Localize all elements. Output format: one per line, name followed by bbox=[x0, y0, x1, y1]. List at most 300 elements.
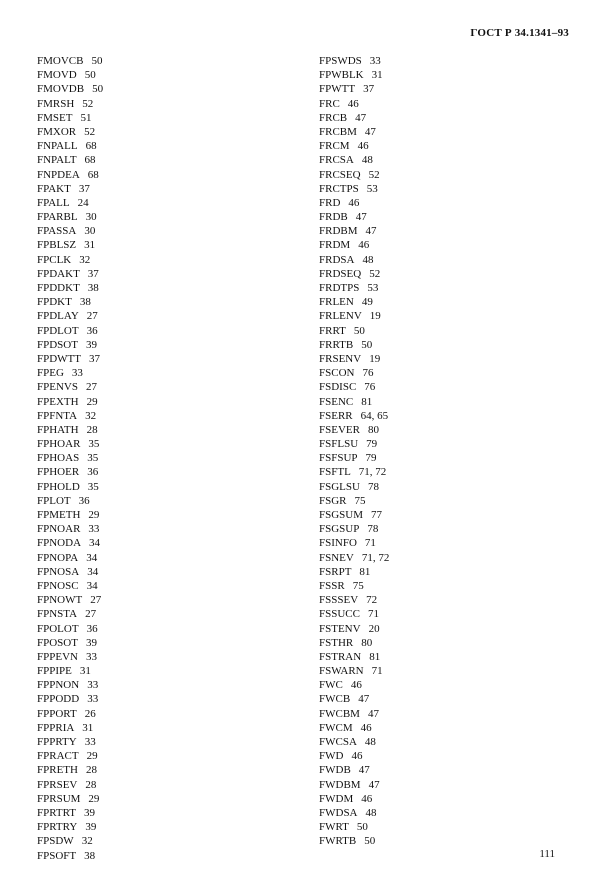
index-entry bbox=[37, 636, 103, 650]
index-term: FWCBM bbox=[319, 707, 360, 720]
index-entry bbox=[37, 692, 103, 706]
index-page-ref: 49 bbox=[361, 296, 373, 309]
index-entry bbox=[319, 522, 389, 536]
index-page-ref: 39 bbox=[85, 821, 97, 834]
index-entry bbox=[37, 579, 103, 593]
index-page-ref: 68 bbox=[85, 140, 97, 153]
index-term: FRCM bbox=[319, 140, 350, 153]
index-entry bbox=[319, 536, 389, 550]
index-term: FPSOFT bbox=[37, 849, 77, 862]
index-entry bbox=[319, 792, 389, 806]
index-term: FPPODD bbox=[37, 693, 80, 706]
index-page-ref: 37 bbox=[78, 182, 90, 195]
index-entry bbox=[37, 565, 103, 579]
index-entry bbox=[319, 395, 389, 409]
index-term: FRD bbox=[319, 196, 341, 209]
index-term: FPHOAS bbox=[37, 452, 80, 465]
index-term: FRCSA bbox=[319, 154, 354, 167]
index-entry bbox=[37, 253, 103, 267]
index-entry bbox=[319, 494, 389, 508]
index-page-ref: 50 bbox=[84, 69, 96, 82]
index-term: FNPALT bbox=[37, 154, 77, 167]
index-page-ref: 48 bbox=[365, 806, 377, 819]
index-entry bbox=[37, 182, 103, 196]
index-term: FRRT bbox=[319, 324, 346, 337]
index-term: FPHATH bbox=[37, 423, 79, 436]
index-entry bbox=[37, 664, 103, 678]
index-page-ref: 52 bbox=[82, 97, 94, 110]
index-page-ref: 46 bbox=[357, 140, 369, 153]
index-term: FSWARN bbox=[319, 665, 364, 678]
index-term: FPRTRY bbox=[37, 821, 78, 834]
index-entry bbox=[319, 437, 389, 451]
index-entry bbox=[37, 721, 103, 735]
index-entry bbox=[319, 622, 389, 636]
index-page-ref: 36 bbox=[78, 494, 90, 507]
index-page-ref: 31 bbox=[79, 665, 91, 678]
index-page-ref: 35 bbox=[87, 452, 99, 465]
index-page-ref: 46 bbox=[360, 721, 372, 734]
index-term: FSGR bbox=[319, 494, 347, 507]
index-page-ref: 51 bbox=[80, 111, 92, 124]
index-term: FPFNTA bbox=[37, 409, 78, 422]
page-number: 111 bbox=[539, 848, 555, 860]
index-page-ref: 50 bbox=[353, 324, 365, 337]
index-term: FSDISC bbox=[319, 381, 357, 394]
index-entry bbox=[319, 281, 389, 295]
index-term: FNPALL bbox=[37, 140, 78, 153]
index-entry bbox=[37, 437, 103, 451]
index-entry bbox=[319, 295, 389, 309]
index-entry bbox=[319, 253, 389, 267]
index-entry bbox=[319, 409, 389, 423]
index-page-ref: 47 bbox=[368, 778, 380, 791]
index-entry bbox=[319, 834, 389, 848]
index-entry bbox=[37, 267, 103, 281]
index-page-ref: 47 bbox=[355, 211, 367, 224]
index-term: FPNOAR bbox=[37, 523, 81, 536]
index-page-ref: 33 bbox=[369, 55, 381, 67]
index-entry bbox=[37, 281, 103, 295]
index-term: FRRTB bbox=[319, 338, 354, 351]
index-term: FPHOAR bbox=[37, 438, 81, 451]
index-entry bbox=[319, 338, 389, 352]
index-term: FSERR bbox=[319, 409, 353, 422]
index-entry bbox=[319, 238, 389, 252]
index-page-ref: 38 bbox=[87, 282, 99, 294]
index-page-ref: 20 bbox=[368, 622, 380, 635]
index-entry bbox=[37, 238, 103, 252]
index-term: FPSWDS bbox=[319, 55, 362, 67]
index-entry bbox=[37, 536, 103, 550]
index-page-ref: 30 bbox=[84, 225, 96, 238]
index-entry bbox=[319, 68, 389, 82]
index-entry bbox=[319, 650, 389, 664]
index-entry bbox=[37, 324, 103, 338]
index-entry bbox=[319, 97, 389, 111]
index-term: FSSSEV bbox=[319, 594, 359, 607]
index-page-ref: 80 bbox=[367, 423, 379, 436]
index-term: FPPEVN bbox=[37, 650, 78, 663]
index-page-ref: 64, 65 bbox=[360, 409, 389, 422]
index-term: FSCON bbox=[319, 367, 355, 380]
index-page-ref: 26 bbox=[84, 707, 96, 720]
index-page-ref: 33 bbox=[87, 679, 99, 692]
index-term: FSNEV bbox=[319, 551, 354, 564]
index-term: FWDSA bbox=[319, 806, 358, 819]
index-page-ref: 50 bbox=[92, 83, 104, 96]
index-entry bbox=[319, 210, 389, 224]
index-page-ref: 48 bbox=[362, 253, 374, 266]
index-page-ref: 53 bbox=[366, 182, 378, 195]
index-term: FPMETH bbox=[37, 509, 81, 521]
index-page-ref: 33 bbox=[84, 736, 96, 748]
index-page-ref: 68 bbox=[84, 154, 96, 167]
index-term: FSFLSU bbox=[319, 438, 359, 451]
index-entry bbox=[319, 778, 389, 792]
index-page-ref: 80 bbox=[361, 636, 373, 649]
index-page-ref: 81 bbox=[369, 650, 381, 663]
index-entry bbox=[37, 834, 103, 848]
index-page-ref: 19 bbox=[369, 352, 381, 365]
index-entry bbox=[37, 68, 103, 82]
index-page-ref: 33 bbox=[88, 523, 100, 536]
index-term: FPDSOT bbox=[37, 338, 78, 351]
index-entry bbox=[37, 210, 103, 224]
index-term: FRCB bbox=[319, 111, 348, 124]
index-term: FPNOPA bbox=[37, 551, 79, 564]
index-term: FPLOT bbox=[37, 494, 71, 507]
index-page-ref: 47 bbox=[365, 225, 377, 238]
index-page-ref: 28 bbox=[86, 423, 98, 436]
index-page-ref: 33 bbox=[85, 650, 97, 663]
index-page-ref: 31 bbox=[84, 239, 96, 252]
index-page-ref: 38 bbox=[79, 296, 91, 309]
index-entry bbox=[319, 664, 389, 678]
index-page-ref: 36 bbox=[86, 622, 98, 635]
index-page-ref: 81 bbox=[359, 565, 371, 578]
index-term: FPRETH bbox=[37, 764, 78, 777]
index-page-ref: 50 bbox=[356, 821, 368, 834]
index-term: FSTHR bbox=[319, 636, 354, 649]
index-entry bbox=[319, 224, 389, 238]
index-term: FPPIPE bbox=[37, 665, 72, 678]
index-page-ref: 48 bbox=[364, 736, 376, 748]
index-page-ref: 50 bbox=[91, 55, 103, 67]
index-entry bbox=[319, 579, 389, 593]
index-term: FMSET bbox=[37, 111, 73, 124]
index-entry bbox=[319, 551, 389, 565]
index-term: FPSDW bbox=[37, 835, 74, 848]
index-term: FPEXTH bbox=[37, 395, 79, 408]
index-page-ref: 71, 72 bbox=[361, 551, 390, 564]
index-entry bbox=[37, 224, 103, 238]
index-page-ref: 76 bbox=[362, 367, 374, 380]
index-term: FPASSA bbox=[37, 225, 77, 238]
index-page-ref: 34 bbox=[89, 537, 101, 550]
index-entry bbox=[319, 820, 389, 834]
index-term: FMOVD bbox=[37, 69, 77, 82]
index-entry bbox=[37, 168, 103, 182]
index-page-ref: 46 bbox=[361, 792, 373, 805]
index-page-ref: 31 bbox=[371, 69, 383, 82]
index-entry bbox=[37, 54, 103, 68]
index-term: FWDM bbox=[319, 792, 354, 805]
index-page-ref: 19 bbox=[369, 310, 381, 323]
index-entry bbox=[319, 125, 389, 139]
index-page-ref: 37 bbox=[363, 83, 375, 96]
index-entry bbox=[319, 565, 389, 579]
index-term: FRCTPS bbox=[319, 182, 359, 195]
index-term: FSENC bbox=[319, 395, 354, 408]
index-term: FPOSOT bbox=[37, 636, 78, 649]
index-entry bbox=[319, 678, 389, 692]
index-term: FRDBM bbox=[319, 225, 358, 238]
index-entry bbox=[37, 551, 103, 565]
index-page-ref: 53 bbox=[367, 282, 379, 294]
index-term: FPRSUM bbox=[37, 792, 81, 805]
index-term: FWRTB bbox=[319, 835, 357, 848]
index-page-ref: 35 bbox=[87, 480, 99, 493]
index-entry bbox=[37, 494, 103, 508]
index-entry bbox=[37, 622, 103, 636]
index-page-ref: 36 bbox=[87, 466, 99, 479]
index-page-ref: 71, 72 bbox=[358, 466, 387, 479]
index-page-ref: 32 bbox=[81, 835, 93, 848]
index-term: FSTENV bbox=[319, 622, 361, 635]
index-entry bbox=[319, 423, 389, 437]
index-page-ref: 37 bbox=[87, 267, 99, 280]
index-page-ref: 33 bbox=[87, 693, 99, 706]
index-term: FSSR bbox=[319, 579, 345, 592]
index-term: FPNOSC bbox=[37, 579, 79, 592]
index-entry bbox=[319, 111, 389, 125]
index-term: FWCSA bbox=[319, 736, 357, 748]
index-entry bbox=[319, 607, 389, 621]
index-page-ref: 33 bbox=[71, 367, 83, 380]
index-entry bbox=[319, 806, 389, 820]
index-page-ref: 48 bbox=[361, 154, 373, 167]
index-entry bbox=[37, 125, 103, 139]
index-entry bbox=[319, 54, 389, 68]
index-term: FWDBM bbox=[319, 778, 361, 791]
index-term: FMOVCB bbox=[37, 55, 84, 67]
index-page-ref: 77 bbox=[371, 509, 383, 521]
index-entry bbox=[37, 82, 103, 96]
index-term: FRCBM bbox=[319, 125, 357, 138]
index-entry bbox=[319, 366, 389, 380]
index-page-ref: 46 bbox=[348, 196, 360, 209]
index-term: FSTRAN bbox=[319, 650, 362, 663]
index-page-ref: 47 bbox=[358, 764, 370, 777]
index-term: FPHOER bbox=[37, 466, 80, 479]
index-term: FPDAKT bbox=[37, 267, 80, 280]
index-page-ref: 46 bbox=[347, 97, 359, 110]
index-entry bbox=[37, 849, 103, 863]
index-entry bbox=[319, 480, 389, 494]
index-entry bbox=[319, 593, 389, 607]
index-term: FRC bbox=[319, 97, 340, 110]
index-page-ref: 31 bbox=[82, 721, 94, 734]
index-page-ref: 75 bbox=[352, 579, 364, 592]
index-term: FPOLOT bbox=[37, 622, 79, 635]
index-page-ref: 46 bbox=[351, 750, 363, 763]
index-page-ref: 27 bbox=[86, 310, 98, 323]
index-term: FRCSEQ bbox=[319, 168, 361, 181]
index-term: FPRACT bbox=[37, 750, 79, 763]
index-term: FPNOSA bbox=[37, 565, 80, 578]
index-entry bbox=[37, 763, 103, 777]
index-term: FRLENV bbox=[319, 310, 362, 323]
index-term: FWCB bbox=[319, 693, 351, 706]
index-entry bbox=[37, 423, 103, 437]
index-term: FPALL bbox=[37, 196, 70, 209]
index-entry bbox=[319, 763, 389, 777]
index-entry bbox=[319, 196, 389, 210]
index-term: FSINFO bbox=[319, 537, 357, 550]
index-term: FRDSEQ bbox=[319, 267, 362, 280]
index-term: FPNSTA bbox=[37, 608, 78, 621]
index-entry bbox=[37, 465, 103, 479]
index-entry bbox=[319, 735, 389, 749]
index-entry bbox=[37, 352, 103, 366]
index-term: FNPDEA bbox=[37, 168, 80, 181]
index-entry bbox=[319, 153, 389, 167]
index-entry bbox=[319, 465, 389, 479]
index-entry bbox=[37, 139, 103, 153]
index-entry bbox=[319, 721, 389, 735]
index-entry bbox=[37, 97, 103, 111]
index-entry bbox=[319, 309, 389, 323]
index-page-ref: 34 bbox=[86, 551, 98, 564]
index-term: FPENVS bbox=[37, 381, 78, 394]
index-term: FPDDKT bbox=[37, 282, 80, 294]
index-entry bbox=[37, 749, 103, 763]
index-term: FPCLK bbox=[37, 253, 72, 266]
index-page-ref: 47 bbox=[358, 693, 370, 706]
index-entry bbox=[37, 366, 103, 380]
standard-header: ГОСТ Р 34.1341–93 bbox=[470, 27, 569, 39]
index-page-ref: 29 bbox=[86, 395, 98, 408]
index-column-left bbox=[37, 54, 103, 863]
index-term: FMRSH bbox=[37, 97, 75, 110]
index-term: FSFTL bbox=[319, 466, 351, 479]
index-term: FPBLSZ bbox=[37, 239, 77, 252]
index-term: FSGSUM bbox=[319, 509, 364, 521]
index-page-ref: 78 bbox=[367, 523, 379, 536]
index-entry bbox=[37, 792, 103, 806]
index-page-ref: 47 bbox=[367, 707, 379, 720]
index-page-ref: 47 bbox=[355, 111, 367, 124]
index-entry bbox=[37, 607, 103, 621]
index-term: FSFSUP bbox=[319, 452, 358, 465]
index-term: FRDB bbox=[319, 211, 348, 224]
index-term: FPDWTT bbox=[37, 352, 81, 365]
index-page-ref: 39 bbox=[85, 338, 97, 351]
index-term: FPNODA bbox=[37, 537, 82, 550]
index-entry bbox=[37, 735, 103, 749]
index-term: FPWTT bbox=[319, 83, 356, 96]
index-term: FWCM bbox=[319, 721, 353, 734]
index-page-ref: 52 bbox=[369, 267, 381, 280]
index-entry bbox=[319, 139, 389, 153]
index-entry bbox=[319, 636, 389, 650]
index-term: FPPRTY bbox=[37, 736, 77, 748]
index-term: FRLEN bbox=[319, 296, 354, 309]
index-entry bbox=[37, 522, 103, 536]
index-term: FPARBL bbox=[37, 211, 78, 224]
index-entry bbox=[319, 508, 389, 522]
index-entry bbox=[37, 153, 103, 167]
index-term: FMXOR bbox=[37, 125, 77, 138]
index-term: FWC bbox=[319, 679, 343, 692]
index-term: FWD bbox=[319, 750, 344, 763]
index-entry bbox=[319, 749, 389, 763]
index-entry bbox=[37, 111, 103, 125]
index-entry bbox=[37, 778, 103, 792]
index-entry bbox=[319, 692, 389, 706]
index-page-ref: 32 bbox=[79, 253, 91, 266]
index-term: FSSUCC bbox=[319, 608, 360, 621]
index-term: FPRTRT bbox=[37, 806, 77, 819]
index-page-ref: 29 bbox=[88, 509, 100, 521]
index-entry bbox=[319, 451, 389, 465]
index-page-ref: 68 bbox=[87, 168, 99, 181]
index-term: FPHOLD bbox=[37, 480, 80, 493]
index-entry bbox=[37, 820, 103, 834]
index-term: FPEG bbox=[37, 367, 64, 380]
index-entry bbox=[37, 295, 103, 309]
index-term: FRDM bbox=[319, 239, 351, 252]
index-entry bbox=[37, 409, 103, 423]
index-term: FSRPT bbox=[319, 565, 352, 578]
index-term: FWRT bbox=[319, 821, 349, 834]
index-page-ref: 79 bbox=[366, 438, 378, 451]
index-page-ref: 72 bbox=[366, 594, 378, 607]
index-page-ref: 28 bbox=[85, 764, 97, 777]
index-page-ref: 24 bbox=[77, 196, 89, 209]
index-entry bbox=[37, 480, 103, 494]
index-term: FPPRIA bbox=[37, 721, 75, 734]
index-entry bbox=[37, 678, 103, 692]
index-page-ref: 37 bbox=[89, 352, 100, 365]
index-page-ref: 75 bbox=[354, 494, 366, 507]
index-term: FRSENV bbox=[319, 352, 362, 365]
index-entry bbox=[37, 380, 103, 394]
index-page-ref: 50 bbox=[361, 338, 373, 351]
index-entry bbox=[37, 707, 103, 721]
index-page-ref: 81 bbox=[361, 395, 373, 408]
index-entry bbox=[37, 309, 103, 323]
index-term: FSGLSU bbox=[319, 480, 360, 493]
index-entry bbox=[319, 380, 389, 394]
index-page-ref: 32 bbox=[85, 409, 97, 422]
index-term: FRDSA bbox=[319, 253, 355, 266]
index-term: FWDB bbox=[319, 764, 351, 777]
index-term: FPAKT bbox=[37, 182, 71, 195]
index-page-ref: 50 bbox=[364, 835, 376, 848]
index-page-ref: 39 bbox=[84, 806, 96, 819]
index-term: FMOVDB bbox=[37, 83, 85, 96]
index-page-ref: 79 bbox=[365, 452, 377, 465]
index-page-ref: 29 bbox=[86, 750, 98, 763]
index-term: FPNOWT bbox=[37, 594, 83, 607]
index-entry bbox=[37, 196, 103, 210]
index-page-ref: 46 bbox=[350, 679, 362, 692]
index-page-ref: 34 bbox=[86, 579, 98, 592]
index-term: FRDTPS bbox=[319, 282, 360, 294]
index-entry bbox=[37, 395, 103, 409]
